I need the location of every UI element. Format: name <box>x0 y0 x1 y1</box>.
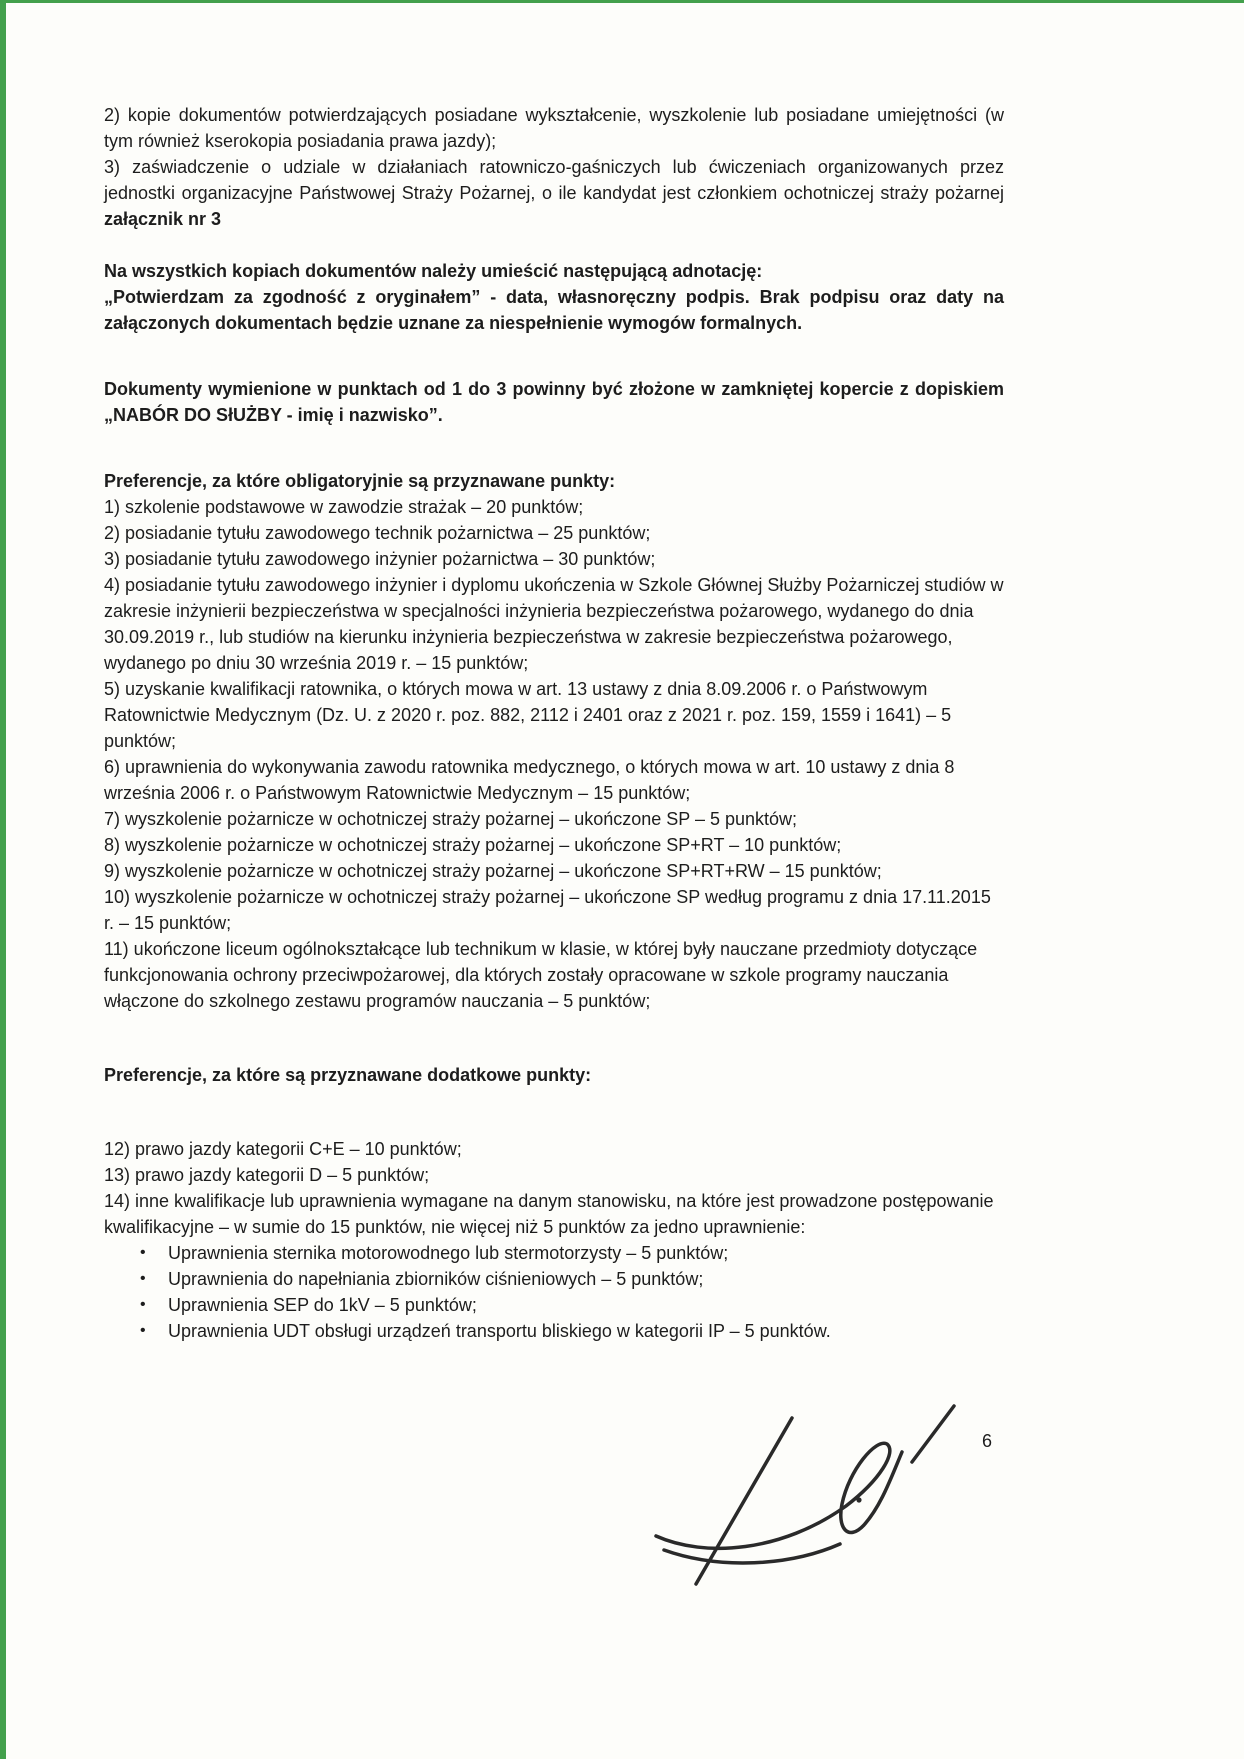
list-item-certificate <box>104 154 1004 232</box>
list-item: 7) wyszkolenie pożarnicze w ochotniczej straży pożarnej – ukończone SP – 5 punktów; <box>104 809 798 829</box>
bullet-item: • Uprawnienia UDT obsługi urządzeń transportu bliskiego w kategorii IP – 5 punktów. <box>104 1318 1004 1344</box>
page-number: 6 <box>982 1431 993 1451</box>
handwritten-signature <box>650 1398 970 1593</box>
list-item-copies-of-documents: 2) kopie dokumentów potwierdzających posiadane wykształcenie, wyszkolenie lub posiadane umiejętności (w tym również kserokopia posiadania prawa jazdy); <box>104 105 1004 151</box>
list-item: 12) prawo jazdy kategorii C+E – 10 punktów; <box>104 1139 462 1159</box>
annotation-intro-line: Na wszystkich kopiach dokumentów należy umieścić następującą adnotację: <box>104 261 763 281</box>
scan-edge-left <box>0 0 6 1759</box>
scan-edge-top <box>0 0 1244 3</box>
list-item: 1) szkolenie podstawowe w zawodzie strażak – 20 punktów; <box>104 497 584 517</box>
list-item: 11) ukończone liceum ogólnokształcące lub technikum w klasie, w której były nauczane przedmioty dotyczące funkcjonowania ochrony przeciwpożarowej, dla których zostały opracowane w szkole programy nauczania włączone do szkolnego zestawu programów nauczania – 5 punktów; <box>104 939 978 1011</box>
bullet-item: • Uprawnienia do napełniania zbiorników ciśnieniowych – 5 punktów; <box>104 1266 1004 1292</box>
envelope-instruction-note: Dokumenty wymienione w punktach od 1 do 3 powinny być złożone w zamkniętej kopercie z dopiskiem „NABÓR DO SłUŻBY - imię i nazwisko”. <box>104 379 1004 425</box>
mandatory-preferences-heading: Preferencje, za które obligatoryjnie są przyznawane punkty: <box>104 471 616 491</box>
certificate-text: 3) zaświadczenie o udziale w działaniach ratowniczo-gaśniczych lub ćwiczeniach organizowanych przez jednostki organizacyjne Państwowej Straży Pożarnej, o ile kandydat jest członkiem ochotniczej straży pożarnej <box>104 157 1004 203</box>
additional-preferences-heading: Preferencje, za które są przyznawane dodatkowe punkty: <box>104 1065 592 1085</box>
additional-points-list <box>104 1136 1004 1240</box>
list-item: 3) posiadanie tytułu zawodowego inżynier pożarnictwa – 30 punktów; <box>104 549 656 569</box>
attachment-3-reference: załącznik nr 3 <box>104 209 222 229</box>
list-item: 13) prawo jazdy kategorii D – 5 punktów; <box>104 1165 430 1185</box>
list-item: 8) wyszkolenie pożarnicze w ochotniczej straży pożarnej – ukończone SP+RT – 10 punktów; <box>104 835 842 855</box>
annotation-body-line: „Potwierdzam za zgodność z oryginałem” - data, własnoręczny podpis. Brak podpisu oraz daty na załączonych dokumentach będzie uznane za niespełnienie wymogów formalnych. <box>104 287 1004 333</box>
annotation-requirement-note <box>104 258 1004 336</box>
list-item: 5) uzyskanie kwalifikacji ratownika, o których mowa w art. 13 ustawy z dnia 8.09.2006 r. o Państwowym Ratownictwie Medycznym (Dz. U. z 2020 r. poz. 882, 2112 i 2401 oraz z 2021 r. poz. 159, 1559 i 1641) – 5 punktów; <box>104 679 952 751</box>
document-content <box>104 102 1004 1344</box>
list-item: 9) wyszkolenie pożarnicze w ochotniczej straży pożarnej – ukończone SP+RT+RW – 15 punktów; <box>104 861 882 881</box>
mandatory-points-list <box>104 494 1004 1014</box>
list-item: 10) wyszkolenie pożarnicze w ochotniczej straży pożarnej – ukończone SP według programu z dnia 17.11.2015 r. – 15 punktów; <box>104 887 991 933</box>
bullet-item: • Uprawnienia SEP do 1kV – 5 punktów; <box>104 1292 1004 1318</box>
list-item: 2) posiadanie tytułu zawodowego technik pożarnictwa – 25 punktów; <box>104 523 651 543</box>
bullet-item: • Uprawnienia sternika motorowodnego lub stermotorzysty – 5 punktów; <box>104 1240 1004 1266</box>
list-item: 4) posiadanie tytułu zawodowego inżynier i dyplomu ukończenia w Szkole Głównej Służby Pożarniczej studiów w zakresie inżynierii bezpieczeństwa w specjalności inżynieria bezpieczeństwa pożarowego, wydanego do dnia 30.09.2019 r., lub studiów na kierunku inżynieria bezpieczeństwa w zakresie bezpieczeństwa pożarowego, wydanego po dniu 30 września 2019 r. – 15 punktów; <box>104 575 1004 673</box>
additional-qualifications-bullet-list <box>104 1240 1004 1344</box>
list-item: 6) uprawnienia do wykonywania zawodu ratownika medycznego, o których mowa w art. 10 ustawy z dnia 8 września 2006 r. o Państwowym Ratownictwie Medycznym – 15 punktów; <box>104 757 955 803</box>
list-item: 14) inne kwalifikacje lub uprawnienia wymagane na danym stanowisku, na które jest prowadzone postępowanie kwalifikacyjne – w sumie do 15 punktów, nie więcej niż 5 punktów za jedno uprawnienie: <box>104 1191 994 1237</box>
